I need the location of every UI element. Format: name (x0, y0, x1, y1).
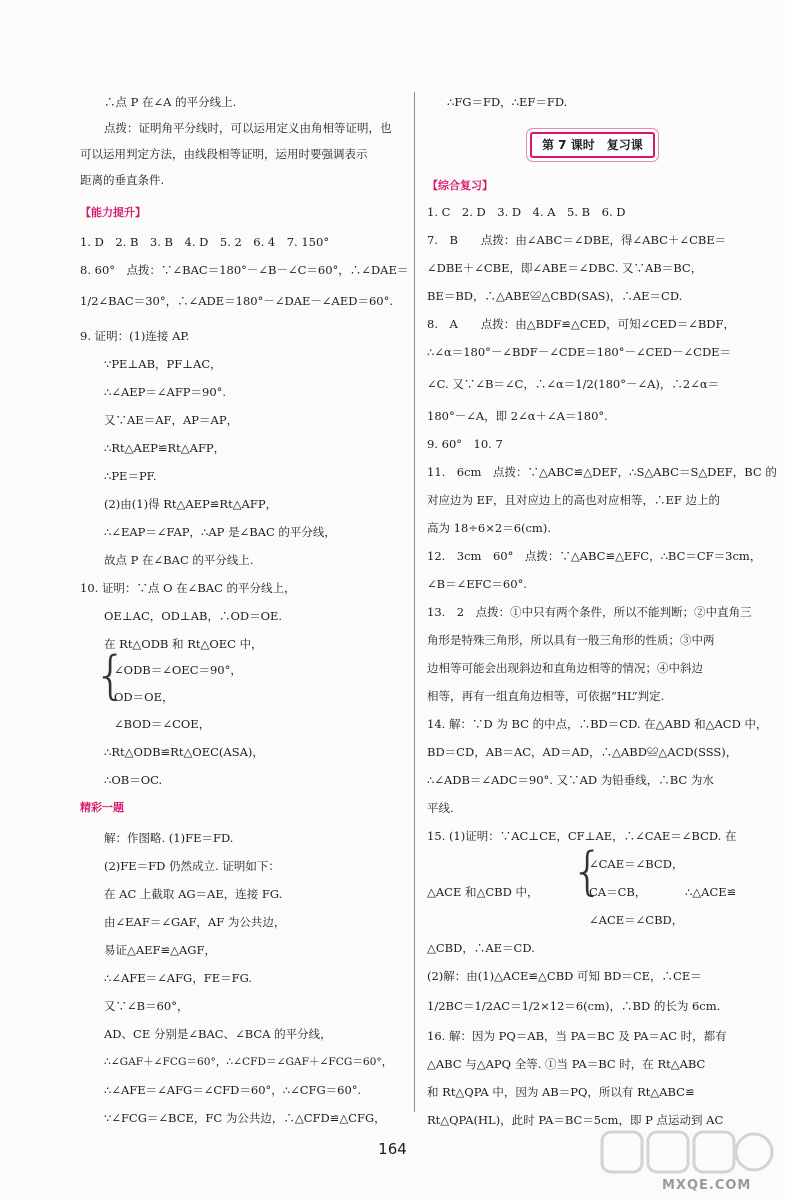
text-line: 14. 解：∵D 为 BC 的中点，∴BD＝CD. 在△ABD 和△ACD 中， (427, 717, 768, 731)
text-line: 13. 2 点拨：①中只有两个条件，所以不能判断；②中直角三 (427, 605, 752, 619)
answer-line: 1. D 2. B 3. B 4. D 5. 2 6. 4 7. 150° (80, 235, 330, 249)
text-line: 10. 证明：∵点 O 在∠BAC 的平分线上， (80, 581, 296, 595)
answer-line: 9. 60° 10. 7 (427, 437, 503, 451)
text-line: 16. 解：因为 PQ＝AB，当 PA＝BC 及 PA＝AC 时，都有 (427, 1029, 727, 1043)
text-line: 12. 3cm 60° 点拨：∵△ABC≌△EFC，∴BC＝CF＝3cm， (427, 549, 762, 563)
text-line: ∠DBE＋∠CBE，即∠ABE＝∠DBC. 又∵AB＝BC， (427, 261, 703, 275)
text-line: ∠BOD＝∠COE， (114, 717, 211, 731)
text-line: ∴FG＝FD，∴EF＝FD. (447, 95, 568, 109)
column-divider (414, 92, 415, 1112)
text-line: ∴PE＝PF. (104, 469, 157, 483)
text-line: (2)FE＝FD 仍然成立. 证明如下： (104, 859, 280, 873)
text-line: 可以运用判定方法，由线段相等证明，运用时要强调表示 (80, 147, 368, 161)
text-line: ∠CAE＝∠BCD， (589, 857, 684, 871)
text-line: △ABC 与△APQ 全等. ①当 PA＝BC 时，在 Rt△ABC (427, 1057, 706, 1071)
text-line: 1/2∠BAC＝30°，∴∠ADE＝180°－∠DAE－∠AED＝60°. (80, 294, 393, 308)
text-line: ∴∠ADB＝∠ADC＝90°. 又∵AD 为铅垂线，∴BC 为水 (427, 773, 714, 787)
text-line: 对应边为 EF，且对应边上的高也对应相等，∴EF 边上的 (427, 493, 721, 507)
text-line: ∠B＝∠EFC＝60°. (427, 577, 527, 591)
text-line: 11. 6cm 点拨：∵△ABC≌△DEF，∴S△ABC＝S△DEF，BC 的 (427, 465, 777, 479)
page-number: 164 (378, 1140, 407, 1158)
text-line: ∴△ACE≌ (685, 885, 737, 899)
text-line: BE＝BD，∴△ABE≌△CBD(SAS)，∴AE＝CD. (427, 289, 683, 303)
text-line: CA＝CB， (589, 885, 647, 899)
text-line: 故点 P 在∠BAC 的平分线上. (104, 553, 254, 567)
text-line: ∴∠AEP＝∠AFP＝90°. (104, 385, 227, 399)
text-line: 在 AC 上截取 AG＝AE，连接 FG. (104, 887, 283, 901)
answer-line: 1. C 2. D 3. D 4. A 5. B 6. D (427, 205, 626, 219)
section-heading-ability: 【能力提升】 (80, 206, 146, 219)
text-line: 8. 60° 点拨：∵∠BAC＝180°－∠B－∠C＝60°，∴∠DAE＝ (80, 263, 409, 277)
text-line: ∵∠FCG＝∠BCE，FC 为公共边，∴△CFD≌△CFG， (104, 1111, 386, 1125)
text-line: ∠ACE＝∠CBD， (589, 913, 684, 927)
text-line: 平线. (427, 801, 454, 815)
text-line: 7. B 点拨：由∠ABC＝∠DBE，得∠ABC＋∠CBE＝ (427, 233, 727, 247)
text-line: 在 Rt△ODB 和 Rt△OEC 中， (104, 637, 263, 651)
text-line: △ACE 和△CBD 中， (427, 885, 539, 899)
text-line: ∠ODB＝∠OEC＝90°， (114, 663, 242, 677)
text-line: 15. (1)证明：∵AC⊥CE，CF⊥AE，∴∠CAE＝∠BCD. 在 (427, 829, 737, 843)
text-line: OD＝OE， (114, 690, 174, 704)
text-line: (2)解：由(1)△ACE≌△CBD 可知 BD＝CE，∴CE＝ (427, 969, 702, 983)
section-heading-review: 【综合复习】 (427, 179, 493, 192)
text-line: 8. A 点拨：由△BDF≌△CED，可知∠CED＝∠BDF， (427, 317, 735, 331)
text-line: (2)由(1)得 Rt△AEP≌Rt△AFP， (104, 497, 278, 511)
text-line: ∴Rt△ODB≌Rt△OEC(ASA)， (104, 745, 264, 759)
text-line: 又∵∠B＝60°， (104, 999, 189, 1013)
text-line: BD＝CD，AB＝AC，AD＝AD，∴△ABD≌△ACD(SSS)， (427, 745, 738, 759)
text-line: 边相等可能会出现斜边和直角边相等的情况；④中斜边 (427, 661, 703, 675)
text-line: OE⊥AC，OD⊥AB，∴OD＝OE. (104, 609, 283, 623)
text-line: 相等，再有一组直角边相等，可依据“HL”判定. (427, 689, 665, 703)
lesson-title: 第 7 课时 复习课 (530, 132, 655, 158)
text-line: 9. 证明：(1)连接 AP. (80, 329, 190, 343)
text-line: ∴∠AFE＝∠AFG＝∠CFD＝60°，∴∠CFG＝60°. (104, 1083, 362, 1097)
left-brace: { (94, 646, 128, 706)
text-line: ∠C. 又∵∠B＝∠C，∴∠α＝1/2(180°－∠A)，∴2∠α＝ (427, 377, 720, 391)
text-line: AD、CE 分别是∠BAC、∠BCA 的平分线， (104, 1027, 332, 1041)
text-line: ∴点 P 在∠A 的平分线上. (104, 95, 237, 109)
text-line: 易证△AEF≌△AGF， (104, 943, 216, 957)
text-line: 点拨：证明角平分线时，可以运用定义由角相等证明，也 (104, 121, 392, 135)
text-line: △CBD，∴AE＝CD. (427, 941, 535, 955)
watermark-text: MXQE.COM (662, 1178, 752, 1193)
text-line: 解：作图略. (1)FE＝FD. (104, 831, 234, 845)
text-line: ∴∠EAP＝∠FAP，∴AP 是∠BAC 的平分线， (104, 525, 336, 539)
text-line: ∴∠α＝180°－∠BDF－∠CDE＝180°－∠CED－∠CDE＝ (427, 345, 732, 359)
text-line: 和 Rt△QPA 中，因为 AB＝PQ，所以有 Rt△ABC≌ (427, 1085, 695, 1099)
text-line: 角形是特殊三角形，所以具有一般三角形的性质；③中两 (427, 633, 715, 647)
text-line: 1/2BC＝1/2AC＝1/2×12＝6(cm)，∴BD 的长为 6cm. (427, 999, 721, 1013)
text-line: 又∵AE＝AF，AP＝AP， (104, 413, 239, 427)
text-line: Rt△QPA(HL)，此时 PA＝BC＝5cm，即 P 点运动到 AC (427, 1113, 724, 1127)
text-line: 由∠EAF＝∠GAF，AF 为公共边， (104, 915, 286, 929)
section-heading-highlight: 精彩一题 (80, 801, 124, 814)
text-line: 高为 18÷6×2＝6(cm). (427, 521, 551, 535)
text-line: 180°－∠A，即 2∠α＋∠A＝180°. (427, 409, 608, 423)
left-brace: { (571, 842, 605, 902)
text-line: ∴∠AFE＝∠AFG，FE＝FG. (104, 971, 253, 985)
text-line: ∴∠GAF＋∠FCG＝60°，∴∠CFD＝∠GAF＋∠FCG＝60°， (104, 1056, 393, 1068)
text-line: ∴OB＝OC. (104, 773, 163, 787)
text-line: 距离的垂直条件. (80, 173, 165, 187)
text-line: ∴Rt△AEP≌Rt△AFP， (104, 441, 226, 455)
text-line: ∵PE⊥AB，PF⊥AC， (104, 357, 222, 371)
